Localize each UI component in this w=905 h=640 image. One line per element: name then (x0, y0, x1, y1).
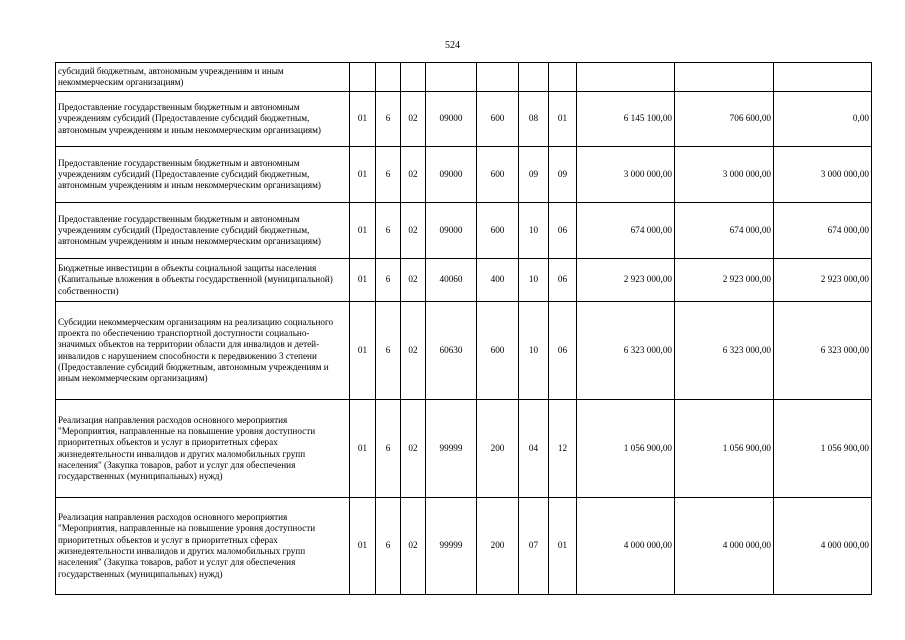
code-activity: 02 (401, 203, 426, 259)
code-activity: 02 (401, 400, 426, 498)
code-section: 09 (519, 147, 549, 203)
code-subsection: 01 (549, 92, 577, 147)
code-subsection: 09 (549, 147, 577, 203)
row-description: Реализация направления расходов основного мероприятия "Мероприятия, направленные на повышение уровня доступности приоритетных объектов и услуг в приоритетных сферах жизнедеятельности инвалидов и других маломобильных групп населения" (Закупка товаров, работ и услуг для обеспечения государственных (муниципальных) нужд) (56, 400, 350, 498)
table-row (56, 302, 872, 400)
code-direction: 09000 (426, 147, 477, 203)
code-activity: 02 (401, 259, 426, 302)
code-direction: 09000 (426, 203, 477, 259)
code-subsection: 06 (549, 302, 577, 400)
table-row (56, 400, 872, 498)
code-direction (426, 63, 477, 92)
table-row (56, 259, 872, 302)
code-subsection: 01 (549, 498, 577, 595)
amount-year-1: 6 323 000,00 (577, 302, 675, 400)
code-expense-type: 600 (477, 92, 519, 147)
code-program: 01 (350, 498, 376, 595)
code-subprogram: 6 (376, 302, 401, 400)
code-subprogram: 6 (376, 498, 401, 595)
amount-year-2: 3 000 000,00 (675, 147, 774, 203)
amount-year-3: 674 000,00 (774, 203, 872, 259)
table-row (56, 498, 872, 595)
row-description: Реализация направления расходов основного мероприятия "Мероприятия, направленные на повышение уровня доступности приоритетных объектов и услуг в приоритетных сферах жизнедеятельности инвалидов и других маломобильных групп населения" (Закупка товаров, работ и услуг для обеспечения государственных (муниципальных) нужд) (56, 498, 350, 595)
code-activity: 02 (401, 147, 426, 203)
table-row (56, 203, 872, 259)
code-section: 08 (519, 92, 549, 147)
amount-year-2: 1 056 900,00 (675, 400, 774, 498)
code-subsection: 06 (549, 259, 577, 302)
table-row (56, 147, 872, 203)
code-subsection: 06 (549, 203, 577, 259)
code-program: 01 (350, 92, 376, 147)
code-expense-type: 200 (477, 400, 519, 498)
amount-year-1: 6 145 100,00 (577, 92, 675, 147)
code-activity: 02 (401, 302, 426, 400)
row-description: Субсидии некоммерческим организациям на реализацию социального проекта по обеспечению транспортной доступности социально-значимых объектов на территории области для инвалидов и детей-инвалидов с нарушением способности к передвижению 3 степени (Предоставление субсидий бюджетным, автономным учреждениям и иным некоммерческим организациям) (56, 302, 350, 400)
amount-year-3: 4 000 000,00 (774, 498, 872, 595)
code-expense-type: 600 (477, 203, 519, 259)
code-subprogram: 6 (376, 259, 401, 302)
amount-year-3: 0,00 (774, 92, 872, 147)
code-direction: 99999 (426, 400, 477, 498)
code-direction: 60630 (426, 302, 477, 400)
code-subprogram: 6 (376, 400, 401, 498)
row-description: Бюджетные инвестиции в объекты социальной защиты населения (Капитальные вложения в объекты государственной (муниципальной) собственности) (56, 259, 350, 302)
amount-year-1: 2 923 000,00 (577, 259, 675, 302)
table-row (56, 92, 872, 147)
amount-year-3: 1 056 900,00 (774, 400, 872, 498)
code-program: 01 (350, 302, 376, 400)
code-subprogram: 6 (376, 147, 401, 203)
amount-year-1: 1 056 900,00 (577, 400, 675, 498)
amount-year-3: 2 923 000,00 (774, 259, 872, 302)
code-direction: 99999 (426, 498, 477, 595)
code-subprogram: 6 (376, 203, 401, 259)
amount-year-2: 4 000 000,00 (675, 498, 774, 595)
code-expense-type (477, 63, 519, 92)
budget-table (55, 62, 872, 595)
code-subprogram: 6 (376, 92, 401, 147)
code-subprogram (376, 63, 401, 92)
code-expense-type: 600 (477, 302, 519, 400)
code-activity: 02 (401, 498, 426, 595)
code-section: 10 (519, 203, 549, 259)
amount-year-1: 4 000 000,00 (577, 498, 675, 595)
row-description: Предоставление государственным бюджетным и автономным учреждениям субсидий (Предоставление субсидий бюджетным, автономным учреждениям и иным некоммерческим организациям) (56, 147, 350, 203)
amount-year-1 (577, 63, 675, 92)
amount-year-1: 674 000,00 (577, 203, 675, 259)
code-program: 01 (350, 203, 376, 259)
amount-year-3: 6 323 000,00 (774, 302, 872, 400)
amount-year-3 (774, 63, 872, 92)
code-direction: 09000 (426, 92, 477, 147)
row-description: Предоставление государственным бюджетным и автономным учреждениям субсидий (Предоставление субсидий бюджетным, автономным учреждениям и иным некоммерческим организациям) (56, 203, 350, 259)
amount-year-2: 2 923 000,00 (675, 259, 774, 302)
amount-year-3: 3 000 000,00 (774, 147, 872, 203)
amount-year-2: 706 600,00 (675, 92, 774, 147)
code-program (350, 63, 376, 92)
code-activity: 02 (401, 92, 426, 147)
row-description: субсидий бюджетным, автономным учреждениям и иным некоммерческим организациям) (56, 63, 350, 92)
amount-year-2: 674 000,00 (675, 203, 774, 259)
amount-year-2: 6 323 000,00 (675, 302, 774, 400)
code-expense-type: 600 (477, 147, 519, 203)
code-program: 01 (350, 400, 376, 498)
amount-year-2 (675, 63, 774, 92)
table-row (56, 63, 872, 92)
code-direction: 40060 (426, 259, 477, 302)
code-section: 04 (519, 400, 549, 498)
code-activity (401, 63, 426, 92)
code-section (519, 63, 549, 92)
code-program: 01 (350, 259, 376, 302)
page-number: 524 (445, 40, 460, 51)
code-section: 07 (519, 498, 549, 595)
code-subsection: 12 (549, 400, 577, 498)
code-subsection (549, 63, 577, 92)
row-description: Предоставление государственным бюджетным и автономным учреждениям субсидий (Предоставление субсидий бюджетным, автономным учреждениям и иным некоммерческим организациям) (56, 92, 350, 147)
code-section: 10 (519, 259, 549, 302)
code-program: 01 (350, 147, 376, 203)
amount-year-1: 3 000 000,00 (577, 147, 675, 203)
code-section: 10 (519, 302, 549, 400)
code-expense-type: 400 (477, 259, 519, 302)
code-expense-type: 200 (477, 498, 519, 595)
